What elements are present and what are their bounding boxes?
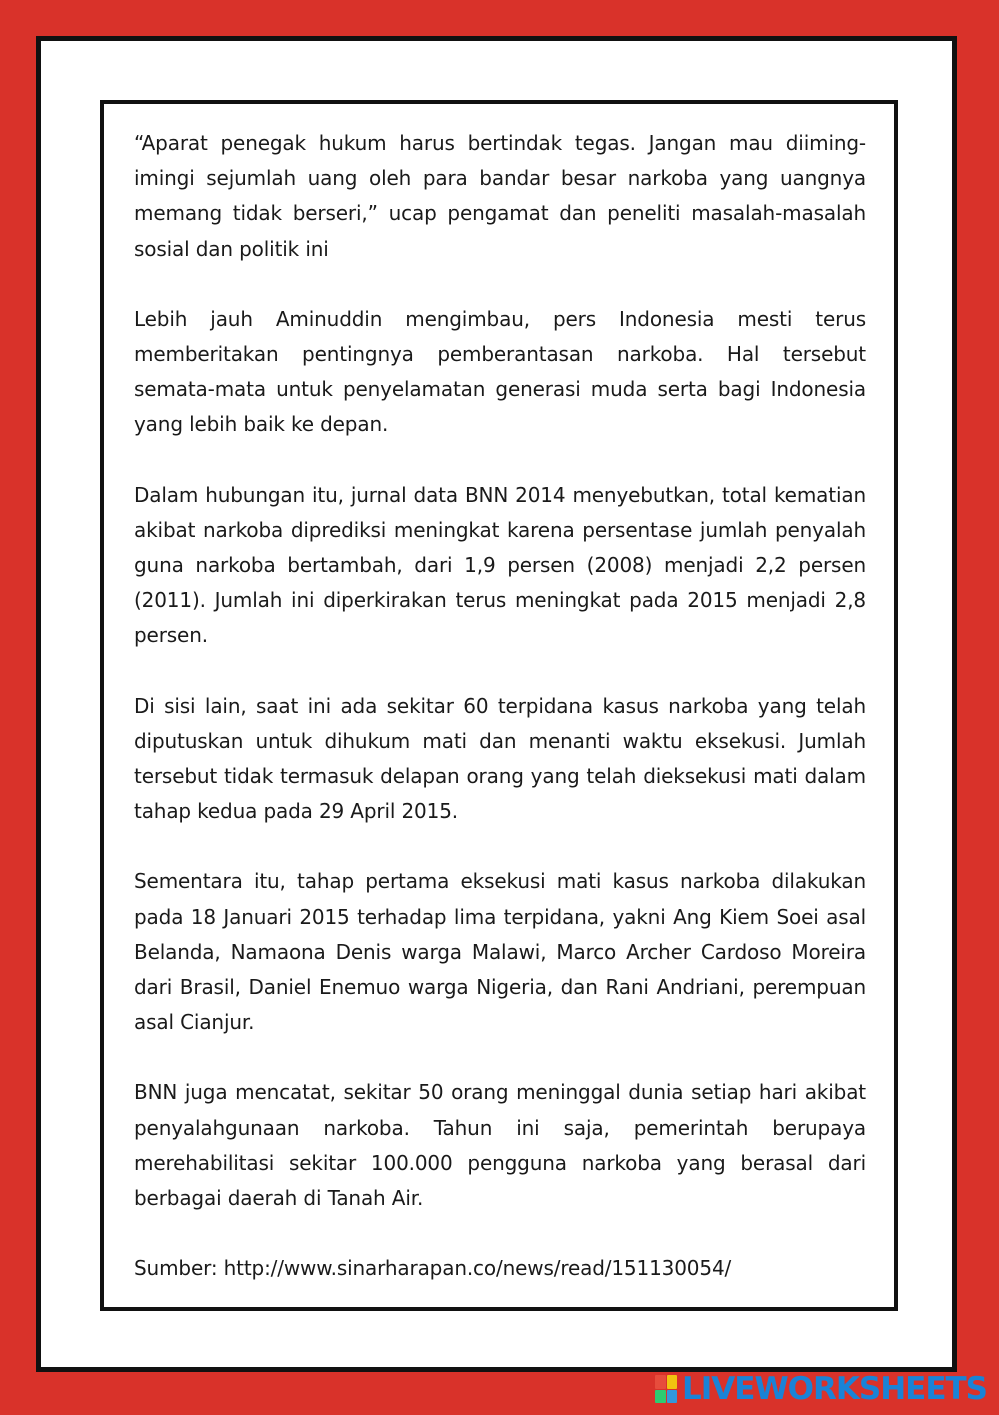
article-paragraph-3: Dalam hubungan itu, jurnal data BNN 2014 menyebutkan, total kematian akibat narkoba diprediksi meningkat karena persentase jumlah penyalah guna narkoba bertambah, dari 1,9 persen (2008) menjadi 2,2 persen (2011). Jumlah ini diperkirakan terus meningkat pada 2015 menjadi 2,8 persen. <box>134 482 866 648</box>
article-paragraph-5: Sementara itu, tahap pertama eksekusi mati kasus narkoba dilakukan pada 18 Januari 2015 terhadap lima terpidana, yakni Ang Kiem Soei asal Belanda, Namaona Denis warga Malawi, Marco Archer Cardoso Moreira dari Brasil, Daniel Enemuo warga Nigeria, dan Rani Andriani, perempuan asal Cianjur. <box>134 869 866 1035</box>
source-citation: Sumber: http://www.sinarharapan.co/news/read/151130054/ <box>134 1256 732 1281</box>
logo-square-red <box>655 1375 666 1389</box>
article-paragraph-4: Di sisi lain, saat ini ada sekitar 60 terpidana kasus narkoba yang telah diputuskan untuk dihukum mati dan menanti waktu eksekusi. Jumlah tersebut tidak termasuk delapan orang yang telah dieksekusi mati dalam tahap kedua pada 29 April 2015. <box>134 693 866 824</box>
article-paragraph-6: BNN juga mencatat, sekitar 50 orang meninggal dunia setiap hari akibat penyalahgunaan narkoba. Tahun ini saja, pemerintah berupaya merehabilitasi sekitar 100.000 pengguna narkoba yang berasal dari berbagai daerah di Tanah Air. <box>134 1080 866 1211</box>
article-paragraph-2: Lebih jauh Aminuddin mengimbau, pers Indonesia mesti terus memberitakan pentingnya pemberantasan narkoba. Hal tersebut semata-mata untuk penyelamatan generasi muda serta bagi Indonesia yang lebih baik ke depan. <box>134 306 866 437</box>
liveworksheets-wordmark: LIVEWORKSHEETS <box>682 1370 987 1407</box>
liveworksheets-logo[interactable] <box>655 1367 987 1411</box>
article-paragraph-1: “Aparat penegak hukum harus bertindak tegas. Jangan mau diiming-imingi sejumlah uang oleh para bandar besar narkoba yang uangnya memang tidak berseri,” ucap pengamat dan peneliti masalah-masalah sosial dan politik ini <box>134 131 866 261</box>
article-body <box>134 126 866 1286</box>
liveworksheets-logo-icon <box>655 1375 677 1403</box>
logo-square-blue <box>667 1390 678 1404</box>
logo-square-yellow <box>667 1375 678 1389</box>
logo-square-green <box>655 1390 666 1404</box>
